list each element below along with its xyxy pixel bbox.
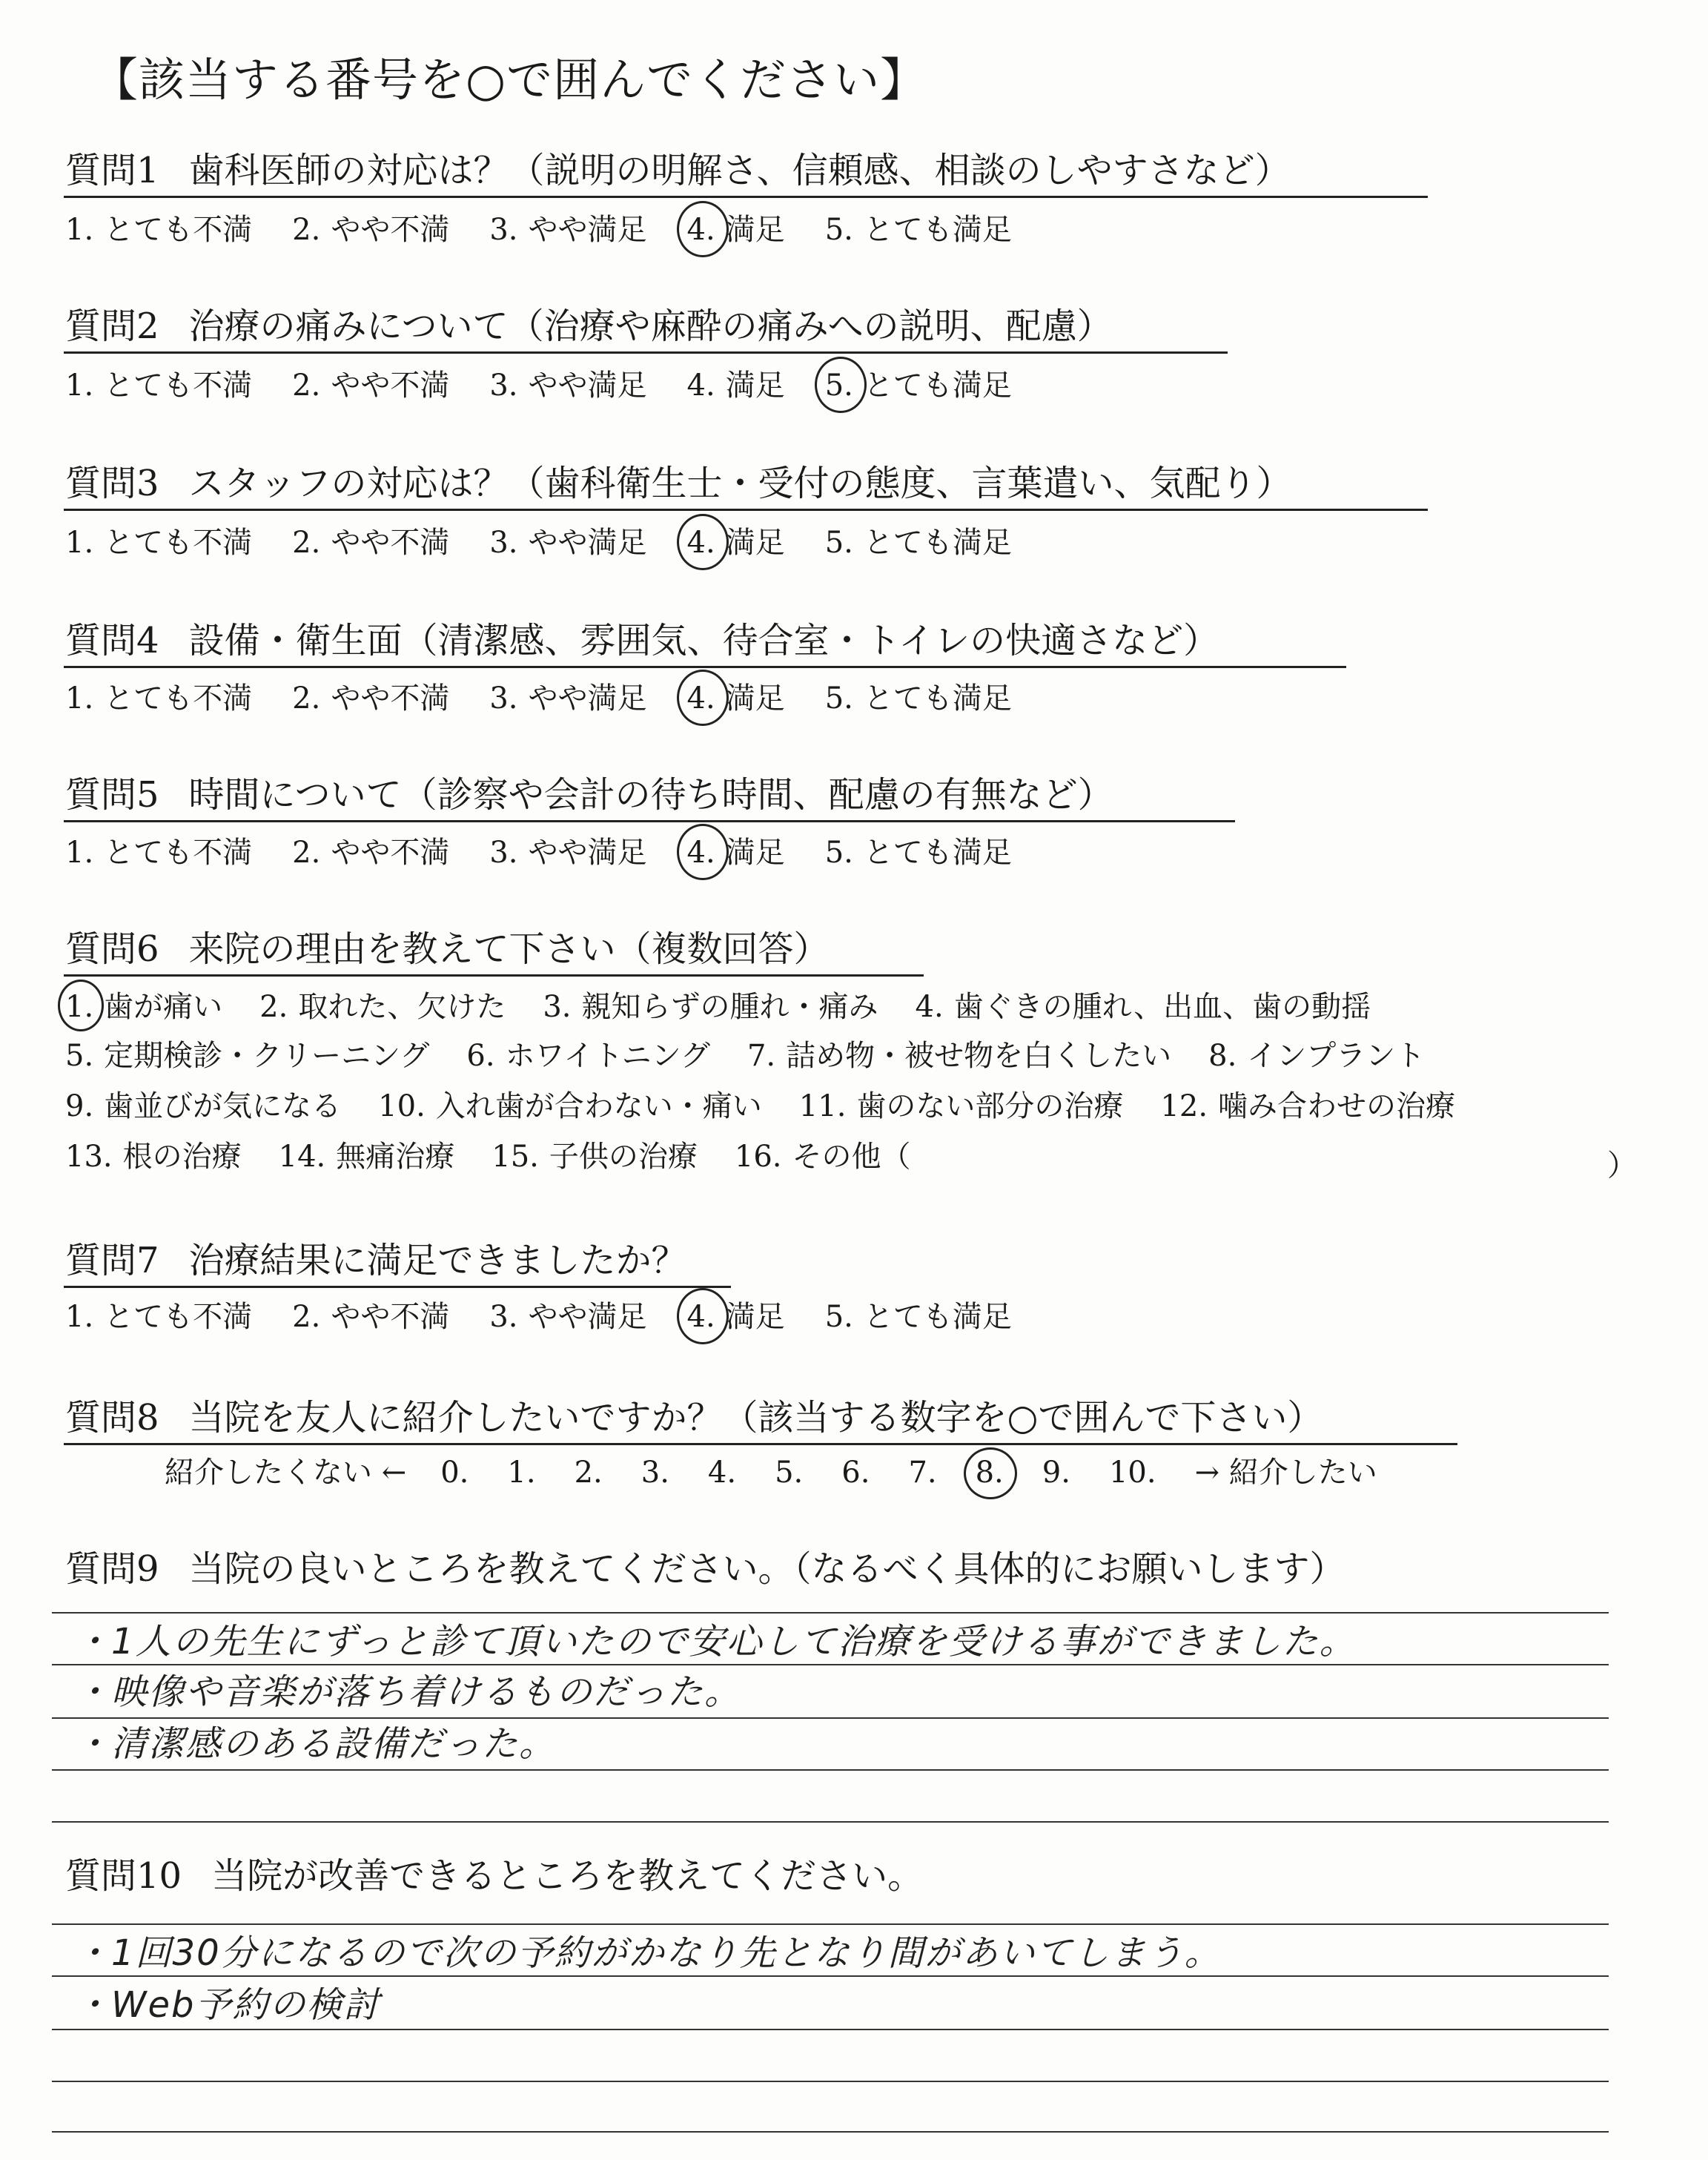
reason-option[interactable] — [916, 992, 1371, 1022]
option-3[interactable] — [489, 1302, 646, 1332]
option-label: やや不満 — [331, 836, 450, 870]
option-number: 2. — [292, 369, 321, 403]
scale-value[interactable]: 10. — [1108, 1456, 1156, 1490]
reason-option[interactable] — [747, 1041, 1171, 1071]
q10-write-line — [52, 1975, 1609, 1977]
q1-underline — [64, 196, 1428, 198]
q9-answer: ・1人の先生にずっと診て頂いたので安心して治療を受ける事ができました。 — [74, 1621, 1357, 1662]
selected-circle-mark — [815, 357, 867, 413]
q2-underline — [64, 351, 1228, 354]
option-label: 満足 — [725, 526, 785, 560]
q10-write-line — [52, 1923, 1609, 1925]
q1-options[interactable] — [65, 215, 1052, 245]
reason-option[interactable] — [543, 992, 878, 1022]
option-3[interactable] — [489, 528, 646, 558]
reason-label: インプラント — [1247, 1039, 1426, 1073]
option-3[interactable] — [489, 838, 646, 868]
scale-value[interactable]: 0. — [440, 1456, 469, 1490]
option-3[interactable] — [489, 681, 647, 716]
option-4[interactable] — [686, 681, 785, 716]
q3-title — [65, 463, 1292, 504]
scale-value[interactable]: 5. — [775, 1456, 804, 1490]
option-5[interactable] — [825, 1302, 1012, 1332]
reason-option[interactable] — [65, 992, 222, 1022]
reason-label: 取れた、欠けた — [298, 990, 506, 1024]
reason-number: 13. — [65, 1140, 113, 1174]
option-2[interactable] — [292, 215, 449, 245]
option-number: 1. — [65, 526, 94, 560]
reason-number: 5. — [65, 1039, 94, 1073]
option-label: やや不満 — [331, 681, 450, 716]
q3-label: 質問3 — [65, 463, 159, 504]
option-3[interactable] — [489, 215, 646, 245]
reason-label: 定期検診・クリーニング — [104, 1039, 430, 1073]
scale-value[interactable]: 3. — [640, 1456, 669, 1490]
reason-label: 歯並びが気になる — [104, 1089, 342, 1123]
scale-value[interactable]: 6. — [841, 1456, 870, 1490]
option-label: 満足 — [725, 681, 785, 716]
option-label: とても不満 — [104, 369, 253, 403]
page-title: 【該当する番号を○で囲んでください】 — [92, 53, 927, 107]
q10-answer: ・Web予約の検討 — [74, 1984, 381, 2026]
option-1[interactable] — [65, 838, 252, 868]
q7-underline — [64, 1286, 731, 1288]
q5-options[interactable] — [65, 838, 1052, 868]
option-2[interactable] — [292, 369, 450, 403]
option-number: 4. — [687, 836, 715, 870]
q4-options[interactable] — [65, 681, 1052, 716]
selected-circle-mark — [677, 670, 729, 726]
option-1[interactable] — [65, 215, 252, 245]
q8-title — [65, 1397, 1323, 1439]
option-number: 1. — [65, 836, 94, 870]
reason-number: 4. — [915, 990, 944, 1024]
q6-title — [65, 928, 830, 970]
q6-reasons-row[interactable] — [65, 1041, 1462, 1071]
scale-value[interactable]: 1. — [507, 1456, 536, 1490]
scale-value[interactable]: 9. — [1042, 1456, 1070, 1490]
option-label: とても不満 — [104, 1300, 253, 1334]
reason-number: 8. — [1208, 1039, 1237, 1073]
reason-option[interactable] — [799, 1091, 1124, 1121]
reason-number: 7. — [747, 1039, 776, 1073]
option-label: とても満足 — [863, 213, 1012, 247]
option-label: やや満足 — [528, 213, 647, 247]
option-5[interactable] — [824, 681, 1012, 716]
option-number: 1. — [65, 369, 94, 403]
option-label: とても不満 — [104, 836, 253, 870]
reason-option[interactable] — [65, 1091, 341, 1121]
q4-label: 質問4 — [65, 620, 159, 661]
reason-number: 10. — [378, 1089, 426, 1123]
reason-number: 16. — [734, 1140, 782, 1174]
option-number: 5. — [824, 681, 853, 716]
q2-options[interactable] — [65, 369, 1052, 403]
reason-number: 3. — [543, 990, 572, 1024]
option-number: 3. — [489, 836, 518, 870]
q9-write-line — [52, 1664, 1609, 1665]
option-4[interactable] — [687, 215, 785, 245]
option-label: やや不満 — [331, 526, 450, 560]
reason-option[interactable] — [279, 1142, 455, 1172]
option-number: 3. — [489, 1300, 518, 1334]
option-number: 2. — [292, 836, 321, 870]
q2-title — [65, 305, 1113, 347]
option-number: 3. — [489, 526, 518, 560]
reason-label: 噛み合わせの治療 — [1218, 1089, 1456, 1123]
q6-reasons-row[interactable] — [65, 992, 1408, 1022]
reason-label: 歯ぐきの腫れ、出血、歯の動揺 — [953, 990, 1371, 1024]
reason-label: 詰め物・被せ物を白くしたい — [786, 1039, 1172, 1073]
q8-scale[interactable] — [165, 1456, 1377, 1490]
q10-write-line — [52, 2131, 1609, 2133]
option-number: 5. — [824, 526, 853, 560]
option-label: とても満足 — [863, 526, 1012, 560]
q5-label: 質問5 — [65, 774, 159, 816]
option-label: 満足 — [725, 369, 785, 403]
q3-text: スタッフの対応は？（歯科衛生士・受付の態度、言葉遣い、気配り） — [188, 463, 1292, 504]
option-label: やや満足 — [528, 369, 647, 403]
option-number: 2. — [292, 526, 321, 560]
reason-label: ホワイトニング — [505, 1039, 710, 1073]
option-number: 5. — [824, 836, 853, 870]
option-number: 5. — [824, 1300, 853, 1334]
q4-text: 設備・衛生面（清潔感、雰囲気、待合室・トイレの快適さなど） — [188, 620, 1219, 661]
option-number: 3. — [489, 681, 518, 716]
option-5[interactable] — [825, 838, 1012, 868]
reason-number: 6. — [466, 1039, 495, 1073]
q10-label: 質問10 — [65, 1855, 182, 1897]
q6-reasons-row[interactable] — [65, 1142, 948, 1172]
selected-circle-mark — [677, 514, 729, 570]
q9-text: 当院の良いところを教えてください。（なるべく具体的にお願いします） — [188, 1548, 1345, 1590]
q10-write-line — [52, 2029, 1609, 2030]
option-number: 1. — [65, 1300, 94, 1334]
q8-left-label: 紹介したくない ← — [165, 1456, 407, 1490]
q6-reasons-row[interactable] — [65, 1091, 1492, 1121]
option-label: とても不満 — [104, 681, 253, 716]
reason-option[interactable] — [1208, 1041, 1425, 1071]
option-4[interactable] — [686, 369, 785, 403]
reason-number: 2. — [259, 990, 288, 1024]
option-number: 4. — [687, 213, 715, 247]
option-number: 1. — [65, 213, 94, 247]
option-5[interactable] — [825, 528, 1012, 558]
q10-title — [65, 1855, 924, 1897]
reason-option[interactable] — [1160, 1091, 1455, 1121]
q4-title — [65, 620, 1219, 661]
option-number: 4. — [687, 1300, 715, 1334]
q7-label: 質問7 — [65, 1240, 159, 1281]
selected-circle-mark — [677, 824, 729, 880]
option-2[interactable] — [292, 1302, 449, 1332]
option-number: 2. — [292, 681, 321, 716]
reason-number: 14. — [278, 1140, 326, 1174]
reason-number: 1. — [65, 990, 93, 1024]
q10-answer: ・1回30分になるので次の予約がかなり先となり間があいてしまう。 — [74, 1932, 1222, 1974]
option-5[interactable] — [824, 369, 1012, 403]
option-label: とても不満 — [104, 526, 253, 560]
option-1[interactable] — [65, 528, 252, 558]
selected-circle-mark — [677, 1288, 729, 1344]
option-label: やや満足 — [528, 1300, 647, 1334]
option-label: とても不満 — [104, 213, 253, 247]
q5-text: 時間について（診察や会計の待ち時間、配慮の有無など） — [188, 774, 1113, 816]
option-label: やや不満 — [331, 213, 450, 247]
option-3[interactable] — [489, 369, 647, 403]
reason-label: その他（ — [792, 1140, 911, 1174]
option-label: とても満足 — [863, 681, 1012, 716]
option-label: やや満足 — [528, 526, 647, 560]
option-label: やや不満 — [331, 369, 450, 403]
selected-circle-mark — [964, 1447, 1017, 1499]
reason-number: 11. — [798, 1089, 847, 1123]
scale-value[interactable]: 4. — [707, 1456, 737, 1490]
option-number: 5. — [825, 369, 853, 403]
q9-title — [65, 1548, 1345, 1590]
option-number: 3. — [489, 213, 518, 247]
q5-underline — [64, 820, 1235, 822]
q10-write-line — [52, 2081, 1609, 2082]
option-label: とても満足 — [863, 369, 1012, 403]
q6-text: 来院の理由を教えて下さい（複数回答） — [188, 928, 830, 970]
scale-value[interactable]: 7. — [908, 1456, 937, 1490]
option-number: 4. — [687, 681, 715, 716]
reason-label: 子供の治療 — [549, 1140, 698, 1174]
q9-answer: ・清潔感のある設備だった。 — [74, 1723, 557, 1765]
option-4[interactable] — [687, 528, 785, 558]
option-1[interactable] — [65, 681, 253, 716]
q8-right-label: → 紹介したい — [1194, 1456, 1377, 1490]
q7-title — [65, 1240, 687, 1281]
option-5[interactable] — [825, 215, 1012, 245]
reason-label: 無痛治療 — [336, 1140, 455, 1174]
q9-answer: ・映像や音楽が落ち着けるものだった。 — [74, 1671, 742, 1713]
q9-write-line — [52, 1717, 1609, 1719]
reason-number: 12. — [1160, 1089, 1208, 1123]
option-2[interactable] — [292, 838, 449, 868]
q1-text: 歯科医師の対応は？（説明の明解さ、信頼感、相談のしやすさなど） — [188, 150, 1291, 191]
option-number: 4. — [687, 526, 715, 560]
q10-text: 当院が改善できるところを教えてください。 — [211, 1855, 924, 1897]
option-label: とても満足 — [863, 836, 1012, 870]
option-number: 5. — [824, 213, 853, 247]
q6-other-close: ） — [1607, 1149, 1637, 1183]
scale-value[interactable]: 8. — [976, 1458, 1004, 1487]
q6-underline — [64, 974, 924, 977]
q3-underline — [64, 509, 1428, 511]
option-number: 2. — [292, 213, 321, 247]
reason-label: 入れ歯が合わない・痛い — [435, 1089, 762, 1123]
reason-option[interactable] — [378, 1091, 762, 1121]
q8-label: 質問8 — [65, 1397, 159, 1439]
q7-options[interactable] — [65, 1302, 1052, 1332]
q1-title — [65, 150, 1291, 191]
reason-option[interactable] — [65, 1142, 242, 1172]
scale-value[interactable]: 2. — [574, 1456, 603, 1490]
q2-text: 治療の痛みについて（治療や麻酔の痛みへの説明、配慮） — [188, 305, 1113, 347]
q8-underline — [64, 1443, 1457, 1445]
option-label: とても満足 — [863, 1300, 1012, 1334]
q7-text: 治療結果に満足できましたか？ — [188, 1240, 687, 1281]
option-number: 1. — [65, 681, 94, 716]
option-2[interactable] — [292, 528, 449, 558]
q6-label: 質問6 — [65, 928, 159, 970]
reason-option[interactable] — [735, 1142, 911, 1172]
option-label: やや不満 — [331, 1300, 450, 1334]
option-label: 満足 — [725, 213, 785, 247]
option-label: 満足 — [725, 1300, 785, 1334]
option-number: 4. — [686, 369, 715, 403]
q1-label: 質問1 — [65, 150, 159, 191]
reason-label: 歯が痛い — [104, 990, 223, 1024]
reason-option[interactable] — [491, 1142, 698, 1172]
reason-label: 歯のない部分の治療 — [856, 1089, 1124, 1123]
reason-number: 9. — [65, 1089, 94, 1123]
q9-write-line — [52, 1821, 1609, 1823]
option-number: 2. — [292, 1300, 321, 1334]
option-1[interactable] — [65, 369, 253, 403]
q4-underline — [64, 666, 1346, 668]
option-label: やや満足 — [528, 836, 647, 870]
reason-option[interactable] — [65, 1041, 429, 1071]
option-1[interactable] — [65, 1302, 252, 1332]
q9-write-line — [52, 1612, 1609, 1614]
selected-circle-mark — [677, 201, 729, 257]
reason-option[interactable] — [466, 1041, 710, 1071]
selected-circle-mark — [58, 980, 104, 1031]
q5-title — [65, 774, 1113, 816]
reason-label: 親知らずの腫れ・痛み — [581, 990, 878, 1024]
option-label: 満足 — [725, 836, 785, 870]
q9-write-line — [52, 1769, 1609, 1771]
reason-number: 15. — [491, 1140, 539, 1174]
reason-option[interactable] — [259, 992, 506, 1022]
option-number: 3. — [489, 369, 518, 403]
option-4[interactable] — [687, 838, 785, 868]
q2-label: 質問2 — [65, 305, 159, 347]
q8-text: 当院を友人に紹介したいですか？（該当する数字を○で囲んで下さい） — [188, 1397, 1323, 1439]
option-2[interactable] — [292, 681, 450, 716]
q3-options[interactable] — [65, 528, 1052, 558]
option-4[interactable] — [687, 1302, 785, 1332]
option-label: やや満足 — [528, 681, 647, 716]
q9-label: 質問9 — [65, 1548, 159, 1590]
reason-label: 根の治療 — [122, 1140, 242, 1174]
